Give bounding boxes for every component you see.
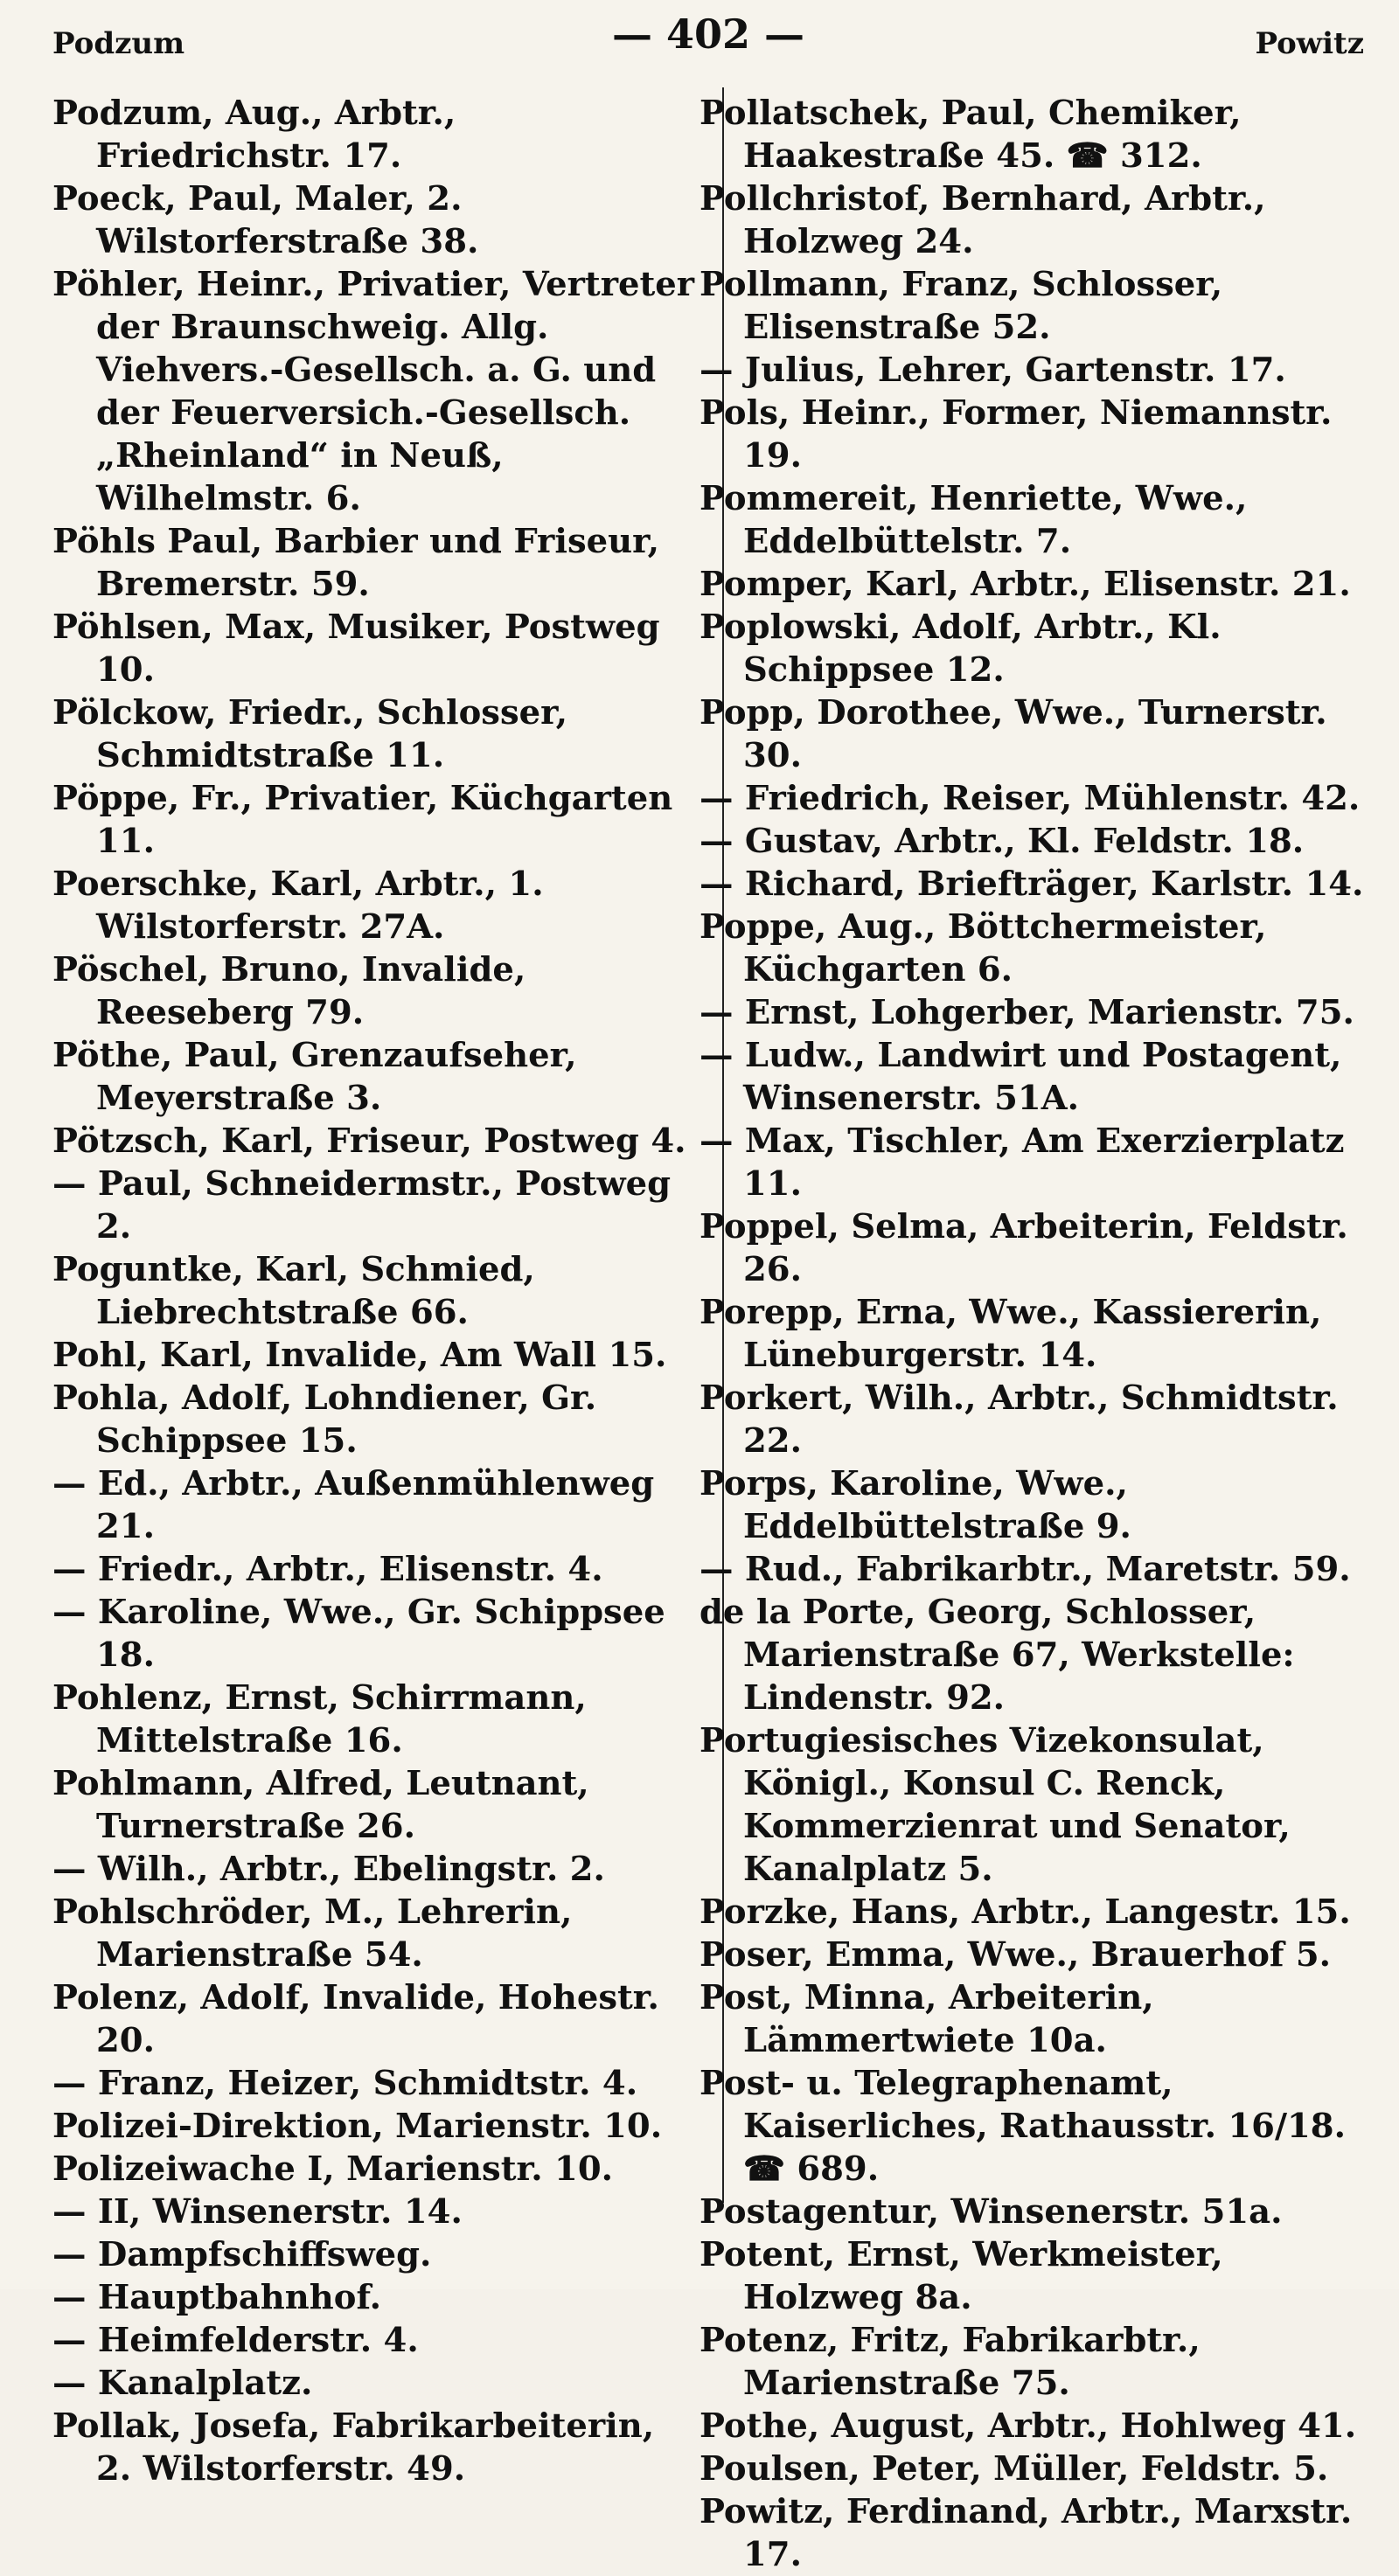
directory-entry: Popp, Dorothee, Wwe., Turnerstr. 30. — [700, 693, 1327, 775]
directory-entry: Pommereit, Henriette, Wwe., Eddelbüttelstr. 7. — [700, 479, 1248, 561]
directory-entry: Poguntke, Karl, Schmied, Liebrechtstraße 66. — [52, 1250, 535, 1332]
directory-entry: Portugiesisches Vizekonsulat, Königl., Konsul C. Renck, Kommerzienrat und Senator, Kanalplatz 5. — [700, 1721, 1291, 1889]
directory-entry: de la Porte, Georg, Schlosser, Marienstraße 67, Werkstelle: Lindenstr. 92. — [700, 1593, 1295, 1718]
directory-entry: Pohla, Adolf, Lohndiener, Gr. Schippsee 15. — [52, 1378, 597, 1461]
directory-entry: Pohlschröder, M., Lehrerin, Marienstraße 54. — [52, 1892, 573, 1975]
directory-entry: Pohl, Karl, Invalide, Am Wall 15. — [52, 1336, 667, 1375]
directory-entry: Poulsen, Peter, Müller, Feldstr. 5. — [700, 2449, 1329, 2489]
directory-entry: — Friedrich, Reiser, Mühlenstr. 42. — [700, 779, 1361, 818]
directory-entry: Pöhls Paul, Barbier und Friseur, Bremerstr. 59. — [52, 522, 659, 604]
directory-entry: Poerschke, Karl, Arbtr., 1. Wilstorferstr. 27A. — [52, 864, 544, 947]
directory-entry: Poppe, Aug., Böttchermeister, Küchgarten 6. — [700, 907, 1267, 989]
directory-entry: Pohlmann, Alfred, Leutnant, Turnerstraße 26. — [52, 1764, 589, 1846]
directory-entry: — Richard, Briefträger, Karlstr. 14. — [700, 864, 1364, 904]
directory-entry: Porkert, Wilh., Arbtr., Schmidtstr. 22. — [700, 1378, 1339, 1461]
directory-entry: Poplowski, Adolf, Arbtr., Kl. Schippsee 12. — [700, 608, 1222, 690]
directory-entry: — Karoline, Wwe., Gr. Schippsee 18. — [52, 1593, 665, 1675]
directory-entry: — Heimfelderstr. 4. — [52, 2321, 419, 2360]
left-column — [52, 92, 700, 2490]
directory-entry: Podzum, Aug., Arbtr., Friedrichstr. 17. — [52, 94, 456, 176]
directory-entry: Pollmann, Franz, Schlosser, Elisenstraße 52. — [700, 265, 1223, 347]
directory-entry: — Ernst, Lohgerber, Marienstr. 75. — [700, 993, 1354, 1032]
directory-entry: Pöhler, Heinr., Privatier, Vertreter der Braunschweig. Allg. Viehvers.-Gesellsch. a. G. und der Feuerversich.-Gesellsch. „Rheinland“ in Neuß, Wilhelmstr. 6. — [52, 265, 695, 518]
directory-entry: Pöschel, Bruno, Invalide, Reeseberg 79. — [52, 950, 526, 1032]
directory-entry: Porzke, Hans, Arbtr., Langestr. 15. — [700, 1892, 1351, 1932]
directory-entry: Polenz, Adolf, Invalide, Hohestr. 20. — [52, 1978, 659, 2060]
directory-entry: — Gustav, Arbtr., Kl. Feldstr. 18. — [700, 822, 1305, 861]
directory-entry: — Ludw., Landwirt und Postagent, Winsenerstr. 51A. — [700, 1036, 1342, 1118]
directory-entry: — Friedr., Arbtr., Elisenstr. 4. — [52, 1550, 603, 1589]
directory-entry: Pothe, August, Arbtr., Hohlweg 41. — [700, 2406, 1357, 2446]
directory-entry: Poser, Emma, Wwe., Brauerhof 5. — [700, 1935, 1332, 1975]
directory-entry: Pohlenz, Ernst, Schirrmann, Mittelstraße 16. — [52, 1678, 587, 1760]
directory-entry: Poeck, Paul, Maler, 2. Wilstorferstraße 38. — [52, 179, 479, 261]
directory-entry: Poppel, Selma, Arbeiterin, Feldstr. 26. — [700, 1207, 1348, 1289]
directory-entry: Post, Minna, Arbeiterin, Lämmertwiete 10a. — [700, 1978, 1154, 2060]
directory-entry: — Ed., Arbtr., Außenmühlenweg 21. — [52, 1464, 655, 1546]
directory-entry: Potent, Ernst, Werkmeister, Holzweg 8a. — [700, 2235, 1223, 2317]
directory-entry: Pomper, Karl, Arbtr., Elisenstr. 21. — [700, 565, 1351, 604]
directory-entry: Porepp, Erna, Wwe., Kassiererin, Lüneburgerstr. 14. — [700, 1293, 1322, 1375]
directory-entry: Postagentur, Winsenerstr. 51a. — [700, 2192, 1283, 2232]
directory-entry: Post- u. Telegraphenamt, Kaiserliches, Rathausstr. 16/18. ☎ 689. — [700, 2064, 1346, 2189]
page-number: — 402 — — [611, 10, 805, 58]
directory-entry: Pols, Heinr., Former, Niemannstr. 19. — [700, 393, 1333, 476]
directory-entry: Pötzsch, Karl, Friseur, Postweg 4. — [52, 1121, 686, 1161]
directory-entry: Pöhlsen, Max, Musiker, Postweg 10. — [52, 608, 660, 690]
directory-entry: Pollchristof, Bernhard, Arbtr., Holzweg 24. — [700, 179, 1266, 261]
directory-entry: — Rud., Fabrikarbtr., Maretstr. 59. — [700, 1550, 1351, 1589]
header-first-entry: Podzum — [52, 26, 185, 61]
directory-entry: — Hauptbahnhof. — [52, 2278, 382, 2317]
directory-entry: — Kanalplatz. — [52, 2364, 313, 2403]
directory-entry: Pöppe, Fr., Privatier, Küchgarten 11. — [52, 779, 673, 861]
directory-entry: Pollatschek, Paul, Chemiker, Haakestraße 45. ☎ 312. — [700, 94, 1242, 176]
directory-entry: — Paul, Schneidermstr., Postweg 2. — [52, 1164, 672, 1246]
page-header — [52, 10, 1364, 63]
directory-entry: — Max, Tischler, Am Exerzierplatz 11. — [700, 1121, 1345, 1204]
directory-entry: — Franz, Heizer, Schmidtstr. 4. — [52, 2064, 638, 2103]
directory-entry: — II, Winsenerstr. 14. — [52, 2192, 463, 2232]
directory-entry: Pölckow, Friedr., Schlosser, Schmidtstraße 11. — [52, 693, 568, 775]
directory-entry: Porps, Karoline, Wwe., Eddelbüttelstraße 9. — [700, 1464, 1131, 1546]
directory-entry: Potenz, Fritz, Fabrikarbtr., Marienstraße 75. — [700, 2321, 1201, 2403]
directory-entry: Polizeiwache I, Marienstr. 10. — [52, 2149, 614, 2189]
directory-entry: Pöthe, Paul, Grenzaufseher, Meyerstraße 3. — [52, 1036, 577, 1118]
directory-entry: — Wilh., Arbtr., Ebelingstr. 2. — [52, 1850, 605, 1889]
header-last-entry: Powitz — [1255, 26, 1364, 61]
directory-entry: Polizei-Direktion, Marienstr. 10. — [52, 2107, 663, 2146]
directory-entry: Powitz, Ferdinand, Arbtr., Marxstr. 17. — [700, 2492, 1353, 2574]
right-column — [700, 92, 1364, 2576]
directory-entry: — Julius, Lehrer, Gartenstr. 17. — [700, 351, 1286, 390]
directory-entry: — Dampfschiffsweg. — [52, 2235, 432, 2274]
directory-entry: Pollak, Josefa, Fabrikarbeiterin, 2. Wilstorferstr. 49. — [52, 2406, 655, 2489]
